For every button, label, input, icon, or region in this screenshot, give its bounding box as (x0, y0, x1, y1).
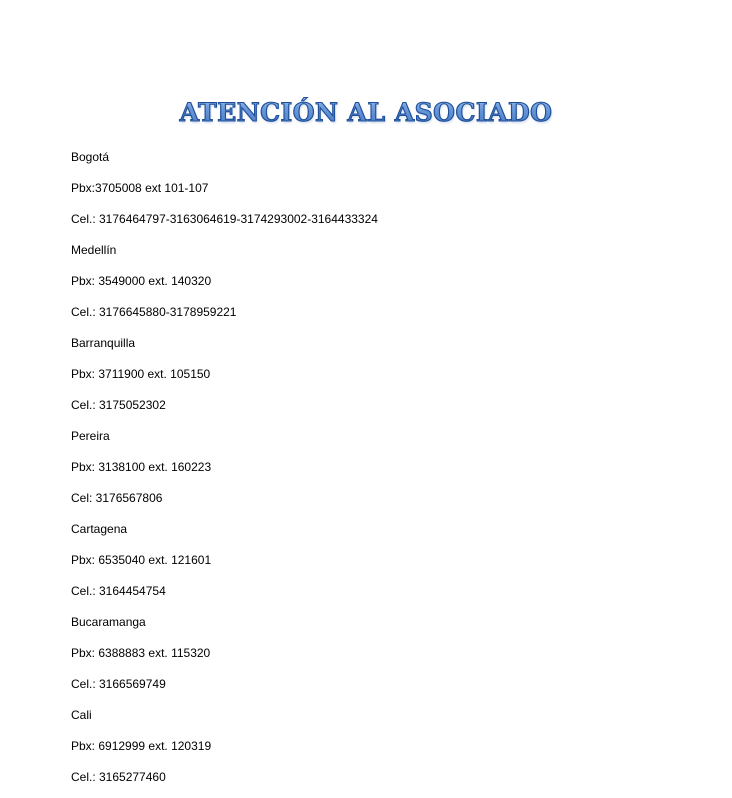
pbx-line: Pbx: 6912999 ext. 120319 (71, 739, 212, 753)
city-name: Bucaramanga (71, 615, 146, 629)
cel-line: Cel.: 3176645880-3178959221 (71, 305, 237, 319)
city-name: Pereira (71, 429, 110, 443)
pbx-line: Pbx: 6535040 ext. 121601 (71, 553, 212, 567)
city-name: Cartagena (71, 522, 128, 536)
city-name: Medellín (71, 243, 117, 257)
city-name: Barranquilla (71, 336, 136, 350)
pbx-line: Pbx: 3138100 ext. 160223 (71, 460, 212, 474)
cel-line: Cel.: 3175052302 (71, 398, 166, 412)
cel-line: Cel.: 3166569749 (71, 677, 166, 691)
pbx-line: Pbx: 3711900 ext. 105150 (71, 367, 211, 381)
city-name: Cali (71, 708, 92, 722)
pbx-line: Pbx: 3549000 ext. 140320 (71, 274, 212, 288)
contact-list (71, 147, 378, 798)
pbx-line: Pbx:3705008 ext 101-107 (71, 181, 209, 195)
city-name: Bogotá (71, 150, 110, 164)
document-title: ATENCIÓN AL ASOCIADO (180, 96, 553, 130)
title-container (0, 96, 732, 130)
cel-line: Cel.: 3165277460 (71, 770, 166, 784)
pbx-line: Pbx: 6388883 ext. 115320 (71, 646, 211, 660)
cel-line: Cel.: 3164454754 (71, 584, 166, 598)
cel-line: Cel.: 3176464797-3163064619-3174293002-3164433324 (71, 212, 378, 226)
cel-line: Cel: 3176567806 (71, 491, 163, 505)
